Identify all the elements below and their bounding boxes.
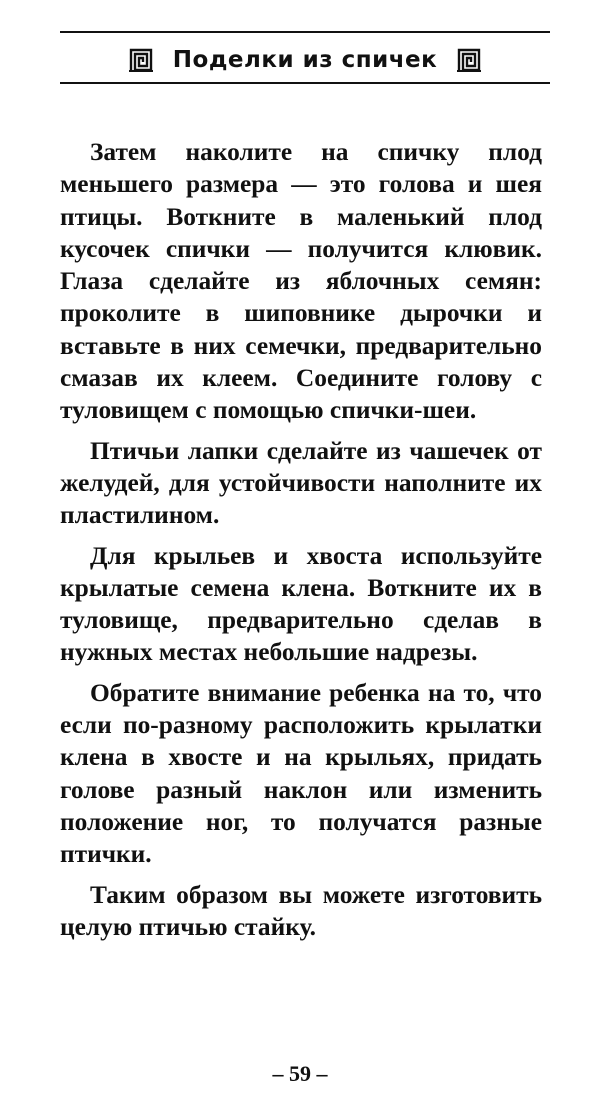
paragraph: Таким образом вы можете изготовить целую птичью стайку. [60,880,542,941]
greek-meander-icon [129,48,153,72]
header-bottom-rule [60,82,550,84]
paragraph: Затем наколите на спичку плод меньшего размера — это голова и шея птицы. Воткните в маленький плод кусочек спички — получится клювик. Глаза сделайте из яблочных семян: проколите в шиповнике дырочки и вставьте в них семечки, предварительно смазав их клеем. Соедините голову с туловищем с помощью спички-шеи. [60,138,542,425]
paragraph: Для крыльев и хвоста используйте крылатые семена клена. Воткните их в туловище, предварительно сделав в нужных местах небольшие надрезы. [60,541,542,667]
header-top-rule [60,31,550,33]
greek-meander-icon [457,48,481,72]
paragraph: Обратите внимание ребенка на то, что если по-разному расположить крылатки клена в хвосте и на крыльях, придать голове разный наклон или изменить положение ног, то получатся разные птички. [60,678,542,869]
paragraph: Птичьи лапки сделайте из чашечек от желудей, для устойчивости наполните их пластилином. [60,436,542,530]
header-title: Поделки из спичек [172,47,438,73]
page-number: – 59 – [272,1061,328,1086]
page-body [60,136,542,951]
running-header [60,40,550,80]
